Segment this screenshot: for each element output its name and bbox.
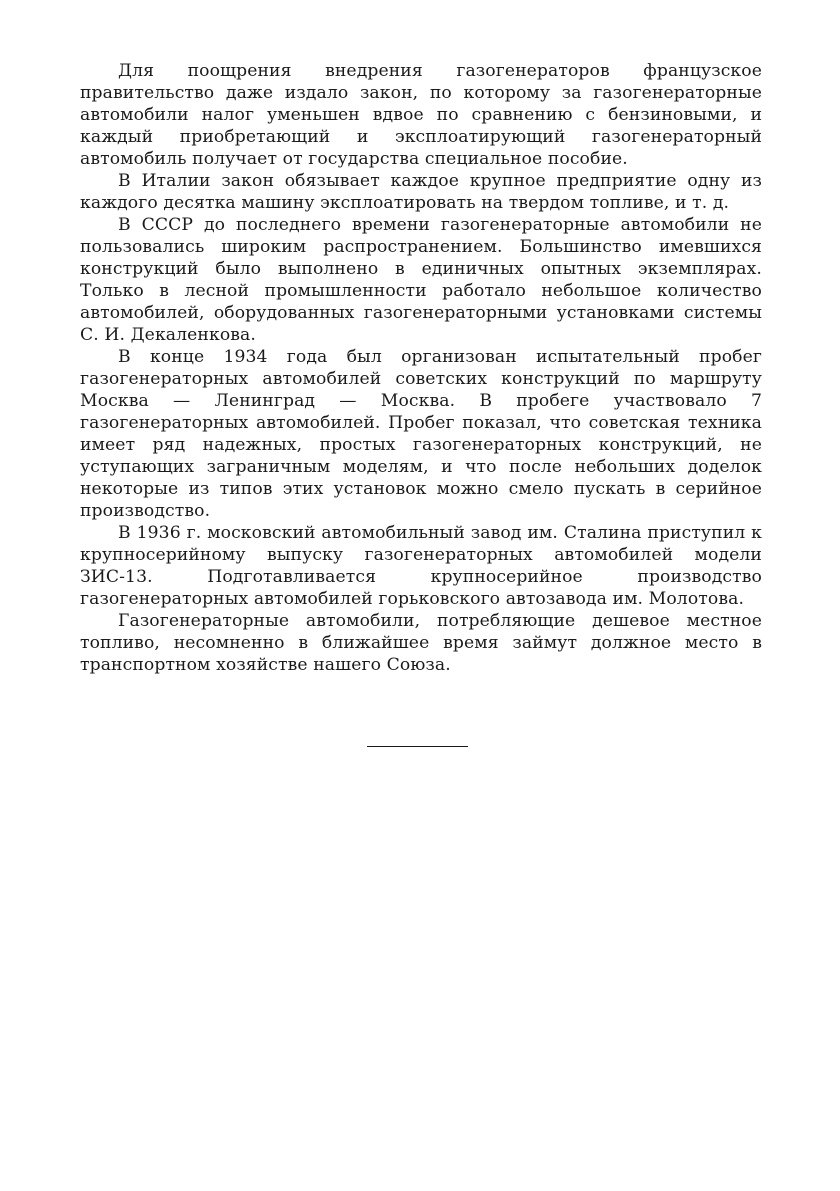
paragraph-1934-run: В конце 1934 года был организован испытательный пробег газогенераторных автомобилей советских конструкций по маршруту Москва — Ленинград — Москва. В пробеге участвовало 7 газогенераторных автомобилей. Пробег показал, что советская техника имеет ряд надежных, простых газогенераторных конструкций, не уступающих заграничным моделям, и что после небольших доделок некоторые из типов этих установок можно смело пускать в серийное производство. [80,347,762,521]
paragraph-italy: В Италии закон обязывает каждое крупное предприятие одну из каждого десятка машину эксплоатировать на твердом топливе, и т. д. [80,171,762,213]
paragraph-1936-zis13: В 1936 г. московский автомобильный завод им. Сталина приступил к крупносерийному выпуску газогенераторных автомобилей модели ЗИС-13. Подготавливается крупносерийное производство газогенераторных автомобилей горьковского автозавода им. Молотова. [80,523,762,609]
paragraph-conclusion: Газогенераторные автомобили, потребляющие дешевое местное топливо, несомненно в ближайшее время займут должное место в транспортном хозяйстве нашего Союза. [80,611,762,675]
paragraph-france: Для поощрения внедрения газогенераторов французское правительство даже издало закон, по которому за газогенераторные автомобили налог уменьшен вдвое по сравнению с бензиновыми, и каждый приобретающий и эксплоатирующий газогенераторный автомобиль получает от государства специальное пособие. [80,61,762,169]
section-divider [367,746,468,747]
paragraph-ussr: В СССР до последнего времени газогенераторные автомобили не пользовались широким распространением. Большинство имевшихся конструкций было выполнено в единичных опытных экземплярах. Только в лесной промышленности работало небольшое количество автомобилей, оборудованных газогенераторными установками системы С. И. Декаленкова. [80,215,762,345]
document-body [80,60,762,676]
